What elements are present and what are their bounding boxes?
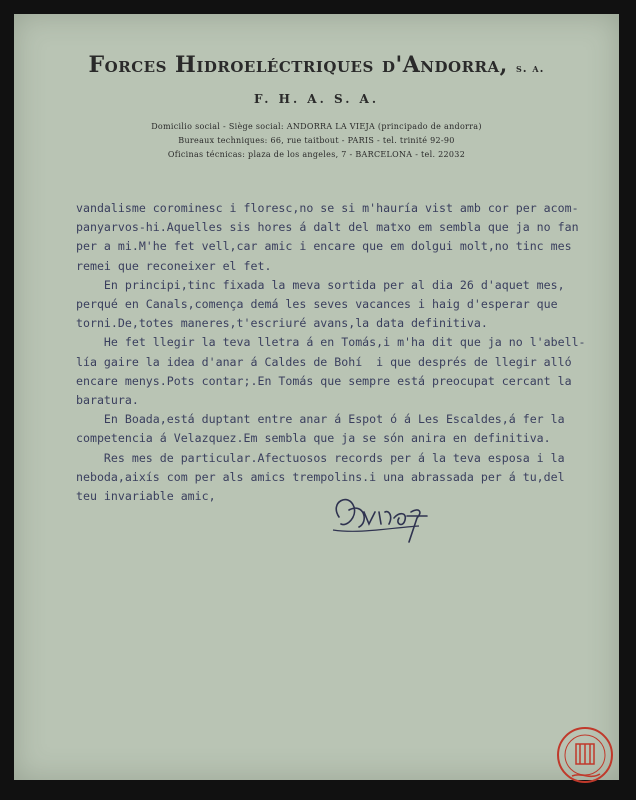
letter-line: En Boada,está duptant entre anar á Espot ó á Les Escaldes,á fer la [76, 412, 565, 427]
letter-line: per a mi.M'he fet vell,car amic i encare que em dolgui molt,no tinc mes [76, 239, 572, 254]
company-name: Forces Hidroeléctriques d'Andorra, s. a. [88, 52, 545, 78]
letter-line: vandalisme corominesc i floresc,no se si m'hauría vist amb cor per acom- [76, 201, 579, 215]
letter-line: He fet llegir la teva lletra á en Tomás,i m'ha dit que ja no l'abell- [76, 335, 586, 350]
letter-line: remei que reconeixer el fet. [76, 258, 272, 273]
letter-line: perqué en Canals,comença demá les seves vacances i haig d'esperar que [76, 297, 558, 312]
letter-line: competencia á Velazquez.Em sembla que ja se són anira en definitiva. [76, 431, 551, 446]
company-name-text: Forces Hidroeléctriques d'Andorra [88, 52, 500, 78]
company-acronym: F. H. A. S. A. [253, 92, 380, 106]
letter-line: lía gaire la idea d'anar á Caldes de Bohí i que després de llegir alló [76, 354, 572, 369]
letter-line: teu invariable amic, [76, 489, 216, 504]
letter-body [76, 199, 606, 506]
letter-line: En principi,tinc fixada la meva sortida per al dia 26 d'aquet mes, [76, 277, 565, 292]
letter-line: encare menys.Pots contar;.En Tomás que sempre está preocupat cercant la [76, 373, 572, 388]
address-registered: Domicilio social - Siège social: ANDORRA LA VIEJA (principado de andorra) [151, 122, 482, 131]
archive-seal-stamp [554, 724, 616, 786]
handwritten-signature [319, 482, 449, 552]
address-paris: Bureaux techniques: 66, rue taitbout - PARIS - tel. trinité 92-90 [178, 136, 455, 145]
company-suffix: s. a. [515, 62, 545, 75]
letter-line: nebodа,aixís com per als amics trempolins.i una abrassada per á tu,del [76, 469, 565, 484]
letter-line: baratura. [76, 393, 139, 408]
letter-line: Res mes de particular.Afectuosos records per á la teva esposa i la [76, 450, 565, 465]
letter-line: panyarvos-hi.Aquelles sis hores á dalt del matxo em sembla que ja no fan [76, 220, 579, 235]
letter-sheet [14, 14, 619, 780]
address-barcelona: Oficinas técnicas: plaza de los angeles, 7 - BARCELONA - tel. 22032 [167, 150, 466, 159]
letter-line: torni.De,totes maneres,t'escriuré avans,la data definitiva. [76, 316, 488, 331]
